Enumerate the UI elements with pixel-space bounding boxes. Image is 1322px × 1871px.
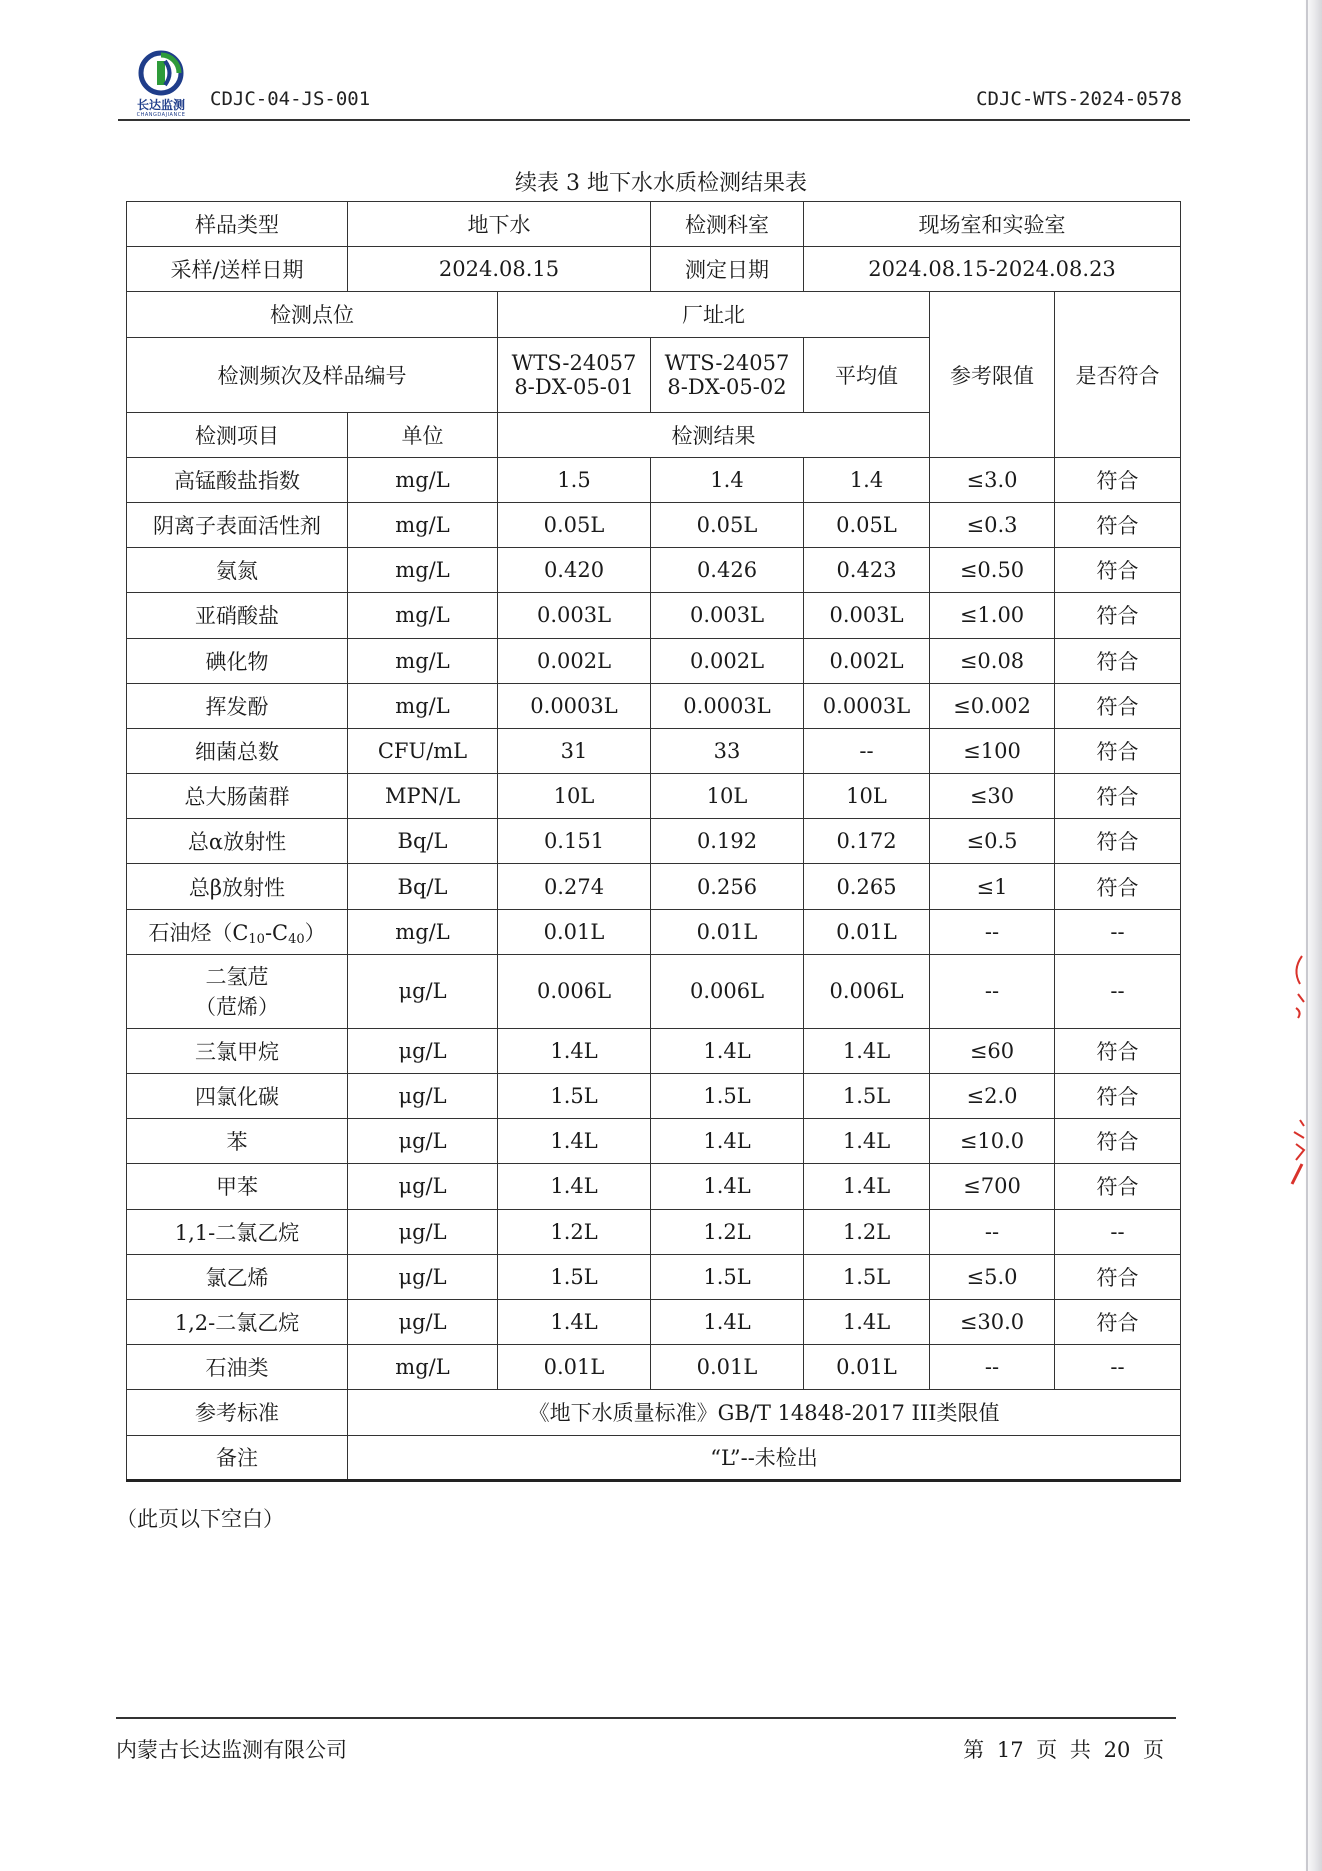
unit-cell: μg/L: [348, 1119, 498, 1164]
freq-label: 检测频次及样品编号: [127, 337, 498, 412]
conform-cell: --: [1055, 909, 1181, 954]
unit-header: 单位: [348, 412, 498, 457]
value1-cell: 0.003L: [498, 593, 651, 638]
conform-cell: 符合: [1055, 1299, 1181, 1344]
average-header: 平均值: [804, 337, 930, 412]
item-header: 检测项目: [127, 412, 348, 457]
item-suffix: ）: [304, 920, 326, 945]
item-cell: 甲苯: [127, 1164, 348, 1209]
test-date-label: 测定日期: [651, 247, 804, 292]
value1-cell: 1.5L: [498, 1254, 651, 1299]
average-cell: 0.172: [804, 819, 930, 864]
conform-cell: --: [1055, 1209, 1181, 1254]
test-date-value: 2024.08.15-2024.08.23: [804, 247, 1181, 292]
item-cell: 氯乙烯: [127, 1254, 348, 1299]
sample1-id-line1: WTS-24057: [511, 350, 637, 375]
value2-cell: 0.426: [651, 548, 804, 593]
seal-stamp-icon: [1288, 950, 1306, 1190]
item-cell: 亚硝酸盐: [127, 593, 348, 638]
average-cell: 0.002L: [804, 638, 930, 683]
limit-cell: --: [930, 909, 1055, 954]
item-mid: -C: [264, 920, 289, 945]
value1-cell: 1.4L: [498, 1028, 651, 1073]
value2-cell: 0.003L: [651, 593, 804, 638]
unit-cell: μg/L: [348, 1209, 498, 1254]
table-row: [127, 638, 1181, 683]
item-cell: 阴离子表面活性剂: [127, 502, 348, 547]
limit-cell: ≤1.00: [930, 593, 1055, 638]
sample2-id-line2: 8-DX-05-02: [667, 374, 787, 399]
limit-cell: ≤1: [930, 864, 1055, 909]
table-row: [127, 954, 1181, 1028]
standard-value: 《地下水质量标准》GB/T 14848-2017 III类限值: [348, 1390, 1181, 1435]
value2-cell: 0.01L: [651, 909, 804, 954]
value2-cell: 1.4L: [651, 1119, 804, 1164]
item-cell: 细菌总数: [127, 728, 348, 773]
table-row: [127, 502, 1181, 547]
sampling-date-label: 采样/送样日期: [127, 247, 348, 292]
value1-cell: 1.5L: [498, 1074, 651, 1119]
unit-cell: μg/L: [348, 1164, 498, 1209]
conform-cell: 符合: [1055, 819, 1181, 864]
item-cell: 高锰酸盐指数: [127, 457, 348, 502]
info-row-sample: [127, 202, 1181, 247]
item-line1: 二氢苊: [205, 965, 269, 990]
item-cell: 三氯甲烷: [127, 1028, 348, 1073]
limit-cell: ≤2.0: [930, 1074, 1055, 1119]
unit-cell: μg/L: [348, 954, 498, 1028]
conform-cell: 符合: [1055, 1074, 1181, 1119]
value1-cell: 0.420: [498, 548, 651, 593]
average-cell: 1.4L: [804, 1299, 930, 1344]
value1-cell: 1.5: [498, 457, 651, 502]
table-row: [127, 1254, 1181, 1299]
unit-cell: mg/L: [348, 502, 498, 547]
item-cell: 苯: [127, 1119, 348, 1164]
blank-page-note: （此页以下空白）: [116, 1507, 284, 1531]
item-cell: 氨氮: [127, 548, 348, 593]
table-row: [127, 1164, 1181, 1209]
conform-cell: 符合: [1055, 593, 1181, 638]
table-row: [127, 1299, 1181, 1344]
table-row: [127, 1119, 1181, 1164]
conform-cell: 符合: [1055, 457, 1181, 502]
item-cell: 碘化物: [127, 638, 348, 683]
unit-cell: μg/L: [348, 1028, 498, 1073]
sample1-id-line2: 8-DX-05-01: [514, 374, 634, 399]
table-title: 续表 3 地下水水质检测结果表: [515, 171, 807, 196]
table-row: [127, 774, 1181, 819]
dept-label: 检测科室: [651, 202, 804, 247]
limit-cell: ≤0.08: [930, 638, 1055, 683]
unit-cell: mg/L: [348, 457, 498, 502]
table-row: [127, 683, 1181, 728]
info-row-date: [127, 247, 1181, 292]
sample2-id-line1: WTS-24057: [664, 350, 790, 375]
unit-cell: mg/L: [348, 909, 498, 954]
sample-type-value: 地下水: [348, 202, 651, 247]
point-value: 厂址北: [498, 292, 930, 337]
unit-cell: mg/L: [348, 683, 498, 728]
logo-mark-icon: [130, 50, 192, 96]
sample2-id: [651, 337, 804, 412]
average-cell: 0.05L: [804, 502, 930, 547]
unit-cell: Bq/L: [348, 864, 498, 909]
table-row: [127, 864, 1181, 909]
value2-cell: 1.5L: [651, 1254, 804, 1299]
value1-cell: 1.4L: [498, 1299, 651, 1344]
value2-cell: 1.5L: [651, 1074, 804, 1119]
value1-cell: 0.002L: [498, 638, 651, 683]
value2-cell: 0.256: [651, 864, 804, 909]
value2-cell: 0.01L: [651, 1345, 804, 1390]
value1-cell: 0.151: [498, 819, 651, 864]
conform-cell: --: [1055, 954, 1181, 1028]
unit-cell: mg/L: [348, 548, 498, 593]
item-sub-40: 40: [288, 931, 305, 947]
unit-cell: mg/L: [348, 1345, 498, 1390]
conform-cell: 符合: [1055, 864, 1181, 909]
average-cell: 1.4: [804, 457, 930, 502]
item-cell: 四氯化碳: [127, 1074, 348, 1119]
logo-text: 长达监测: [136, 98, 185, 112]
conform-cell: 符合: [1055, 1119, 1181, 1164]
average-cell: 1.4L: [804, 1028, 930, 1073]
conform-cell: 符合: [1055, 774, 1181, 819]
report-number: CDJC-WTS-2024-0578: [976, 88, 1182, 110]
item-prefix: 石油烃（C: [148, 920, 249, 945]
table-row: [127, 457, 1181, 502]
results-table: [126, 201, 1181, 1482]
conform-header: 是否符合: [1055, 292, 1181, 457]
conform-cell: 符合: [1055, 638, 1181, 683]
footer-divider: [116, 1717, 1176, 1719]
conform-cell: 符合: [1055, 1164, 1181, 1209]
limit-cell: ≤0.5: [930, 819, 1055, 864]
item-cell: 1,1-二氯乙烷: [127, 1209, 348, 1254]
item-cell: [127, 909, 348, 954]
item-line2: （苊烯）: [195, 995, 279, 1020]
limit-cell: ≤0.50: [930, 548, 1055, 593]
item-cell: 挥发酚: [127, 683, 348, 728]
average-cell: 1.4L: [804, 1119, 930, 1164]
conform-cell: 符合: [1055, 548, 1181, 593]
point-row: [127, 292, 1181, 337]
sampling-date-value: 2024.08.15: [348, 247, 651, 292]
logo-text-en: CHANGDAJIANCE: [136, 112, 186, 118]
item-cell: 总β放射性: [127, 864, 348, 909]
item-cell: [127, 954, 348, 1028]
table-row: [127, 909, 1181, 954]
limit-cell: ≤30: [930, 774, 1055, 819]
limit-cell: ≤100: [930, 728, 1055, 773]
value2-cell: 1.4L: [651, 1028, 804, 1073]
footer-page-number: 第 17 页 共 20 页: [963, 1738, 1164, 1762]
page-edge: [1306, 0, 1308, 1871]
average-cell: 1.4L: [804, 1164, 930, 1209]
unit-cell: mg/L: [348, 593, 498, 638]
value2-cell: 1.4L: [651, 1164, 804, 1209]
table-row: [127, 728, 1181, 773]
table-row: [127, 1345, 1181, 1390]
average-cell: 1.5L: [804, 1074, 930, 1119]
value2-cell: 0.0003L: [651, 683, 804, 728]
value1-cell: 1.4L: [498, 1119, 651, 1164]
conform-cell: --: [1055, 1345, 1181, 1390]
table-row: [127, 593, 1181, 638]
conform-cell: 符合: [1055, 683, 1181, 728]
unit-cell: CFU/mL: [348, 728, 498, 773]
table-row: [127, 1074, 1181, 1119]
average-cell: 1.2L: [804, 1209, 930, 1254]
average-cell: 0.423: [804, 548, 930, 593]
remark-value: “L”--未检出: [348, 1435, 1181, 1480]
company-logo: [130, 50, 192, 120]
value2-cell: 1.4L: [651, 1299, 804, 1344]
standard-label: 参考标准: [127, 1390, 348, 1435]
document-code: CDJC-04-JS-001: [210, 88, 371, 110]
limit-cell: ≤30.0: [930, 1299, 1055, 1344]
limit-cell: ≤10.0: [930, 1119, 1055, 1164]
item-cell: 石油类: [127, 1345, 348, 1390]
conform-cell: 符合: [1055, 1028, 1181, 1073]
average-cell: 0.265: [804, 864, 930, 909]
table-row: [127, 819, 1181, 864]
unit-cell: MPN/L: [348, 774, 498, 819]
limit-cell: ≤700: [930, 1164, 1055, 1209]
average-cell: 0.0003L: [804, 683, 930, 728]
standard-row: [127, 1390, 1181, 1435]
average-cell: --: [804, 728, 930, 773]
value1-cell: 0.01L: [498, 909, 651, 954]
average-cell: 0.003L: [804, 593, 930, 638]
unit-cell: μg/L: [348, 1299, 498, 1344]
limit-cell: ≤0.002: [930, 683, 1055, 728]
footer-company: 内蒙古长达监测有限公司: [116, 1738, 347, 1762]
limit-cell: ≤60: [930, 1028, 1055, 1073]
value2-cell: 0.006L: [651, 954, 804, 1028]
table-row: [127, 1028, 1181, 1073]
item-cell: 1,2-二氯乙烷: [127, 1299, 348, 1344]
limit-cell: ≤5.0: [930, 1254, 1055, 1299]
limit-cell: --: [930, 954, 1055, 1028]
item-sub-10: 10: [248, 931, 265, 947]
point-label: 检测点位: [127, 292, 498, 337]
value1-cell: 0.274: [498, 864, 651, 909]
table-row: [127, 1209, 1181, 1254]
value1-cell: 0.05L: [498, 502, 651, 547]
value1-cell: 0.01L: [498, 1345, 651, 1390]
value2-cell: 33: [651, 728, 804, 773]
value1-cell: 1.2L: [498, 1209, 651, 1254]
value2-cell: 0.05L: [651, 502, 804, 547]
average-cell: 1.5L: [804, 1254, 930, 1299]
value2-cell: 0.192: [651, 819, 804, 864]
conform-cell: 符合: [1055, 502, 1181, 547]
conform-cell: 符合: [1055, 1254, 1181, 1299]
value2-cell: 1.2L: [651, 1209, 804, 1254]
limit-cell: ≤0.3: [930, 502, 1055, 547]
average-cell: 0.01L: [804, 1345, 930, 1390]
value1-cell: 1.4L: [498, 1164, 651, 1209]
average-cell: 10L: [804, 774, 930, 819]
unit-cell: μg/L: [348, 1254, 498, 1299]
value1-cell: 10L: [498, 774, 651, 819]
average-cell: 0.006L: [804, 954, 930, 1028]
value2-cell: 10L: [651, 774, 804, 819]
item-cell: 总α放射性: [127, 819, 348, 864]
value2-cell: 0.002L: [651, 638, 804, 683]
value1-cell: 0.006L: [498, 954, 651, 1028]
result-header: 检测结果: [498, 412, 930, 457]
unit-cell: mg/L: [348, 638, 498, 683]
conform-cell: 符合: [1055, 728, 1181, 773]
value1-cell: 0.0003L: [498, 683, 651, 728]
unit-cell: Bq/L: [348, 819, 498, 864]
table-row: [127, 548, 1181, 593]
remark-row: [127, 1435, 1181, 1480]
limit-cell: ≤3.0: [930, 457, 1055, 502]
limit-header: 参考限值: [930, 292, 1055, 457]
unit-cell: μg/L: [348, 1074, 498, 1119]
item-cell: 总大肠菌群: [127, 774, 348, 819]
limit-cell: --: [930, 1209, 1055, 1254]
limit-cell: --: [930, 1345, 1055, 1390]
dept-value: 现场室和实验室: [804, 202, 1181, 247]
remark-label: 备注: [127, 1435, 348, 1480]
value2-cell: 1.4: [651, 457, 804, 502]
header-divider: [118, 119, 1190, 121]
average-cell: 0.01L: [804, 909, 930, 954]
value1-cell: 31: [498, 728, 651, 773]
sample-type-label: 样品类型: [127, 202, 348, 247]
sample1-id: [498, 337, 651, 412]
